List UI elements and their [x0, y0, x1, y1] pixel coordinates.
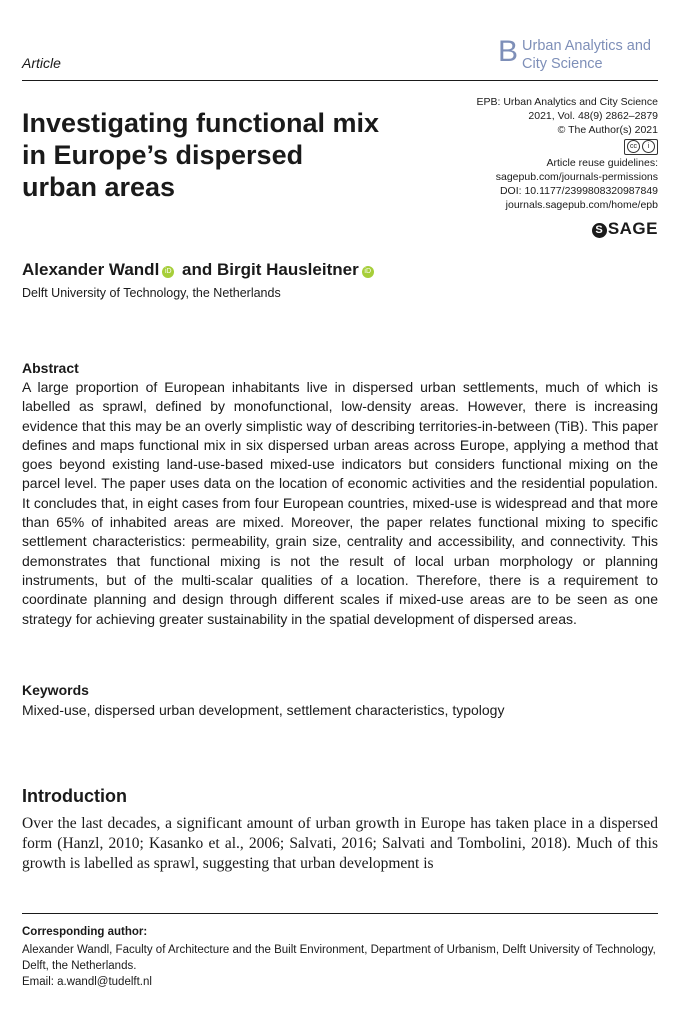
author-2: Birgit Hausleitner — [217, 260, 359, 279]
journal-logo-line1: Urban Analytics and — [522, 38, 651, 54]
abstract-text: A large proportion of European inhabitants live in dispersed urban settlements, much of which is labelled as sprawl, defined by monofunctional, low-density areas. However, there is increasing evidence that this may be an overly simplistic way of describing territories-in-between (TiB). This paper defines and maps functional mix in six dispersed urban areas across Europe, applying a method that goes beyond existing land-use-based mixed-use indicators but considers functional mixing on the parcel level. The paper uses data on the location of economic activities and the residential population. It concludes that, in eight cases from four European countries, mixed-use is widespread and that more than 65% of inhabited areas are mixed. Moreover, the paper relates functional mixing to specific settlement characteristics: permeability, grain size, centrality and accessibility, and connectivity. This demonstrates that functional mixing is not the result of local urban morphology or planning instruments, but of the multi-scalar qualities of a location. Therefore, there is a requirement to coordinate planning and design through different scales if mixed-use areas are to be seen as one strategy for achieving greater sustainability in the spatial development of dispersed areas. — [22, 379, 658, 627]
volume-info: 2021, Vol. 48(9) 2862–2879 — [528, 110, 658, 123]
keywords-text: Mixed-use, dispersed urban development, settlement characteristics, typology — [22, 702, 505, 718]
publisher-logo — [592, 219, 658, 239]
author-1: Alexander Wandl — [22, 260, 160, 279]
author-line — [22, 260, 377, 280]
copyright: © The Author(s) 2021 — [557, 124, 658, 137]
orcid-icon[interactable]: iD — [162, 266, 174, 278]
header-divider — [22, 80, 658, 81]
title-line-2: in Europe’s dispersed — [22, 140, 304, 170]
reuse-guidelines-link[interactable]: sagepub.com/journals-permissions — [495, 170, 658, 183]
corresponding-author-details — [22, 942, 658, 990]
corresponding-author-heading: Corresponding author: — [22, 926, 148, 938]
title-line-1: Investigating functional mix — [22, 108, 380, 138]
title-line-3: urban areas — [22, 172, 176, 202]
journal-logo-text — [522, 37, 651, 73]
publication-meta — [398, 95, 658, 212]
journal-home-link[interactable]: journals.sagepub.com/home/epb — [505, 199, 658, 212]
reuse-guidelines-label: Article reuse guidelines: — [546, 156, 658, 169]
paper-title — [22, 107, 442, 203]
corresponding-author-email[interactable]: Email: a.wandl@tudelft.nl — [22, 976, 152, 988]
affiliation: Delft University of Technology, the Netherlands — [22, 286, 281, 300]
doi-link[interactable]: DOI: 10.1177/2399808320987849 — [499, 185, 658, 198]
abstract-heading: Abstract — [22, 360, 79, 376]
introduction-text: Over the last decades, a significant amount of urban growth in Europe has taken place in a dispersed form (Hanzl, 2010; Kasanko et al., 2006; Salvati, 2016; Salvati and Tombolini, 2018). Much of this growth is labelled as sprawl, suggesting that urban development is — [22, 815, 658, 872]
article-type-label: Article — [22, 55, 61, 71]
journal-logo-mark: B — [498, 35, 519, 68]
orcid-icon[interactable]: iD — [362, 266, 374, 278]
author-connector: and — [182, 260, 213, 279]
sage-icon: S — [592, 223, 607, 238]
journal-logo-line2: City Science — [522, 56, 603, 72]
cc-by-icon: cc i — [624, 139, 658, 155]
introduction-heading: Introduction — [22, 786, 127, 806]
journal-logo — [498, 37, 651, 73]
keywords-heading: Keywords — [22, 682, 89, 698]
publisher-name: SAGE — [607, 219, 658, 238]
footnote-divider — [22, 913, 658, 914]
corresponding-author-address: Alexander Wandl, Faculty of Architecture and the Built Environment, Department of Urbanism, Delft University of Technology, Delft, the Netherlands. — [22, 944, 656, 972]
journal-name: EPB: Urban Analytics and City Science — [476, 96, 658, 108]
